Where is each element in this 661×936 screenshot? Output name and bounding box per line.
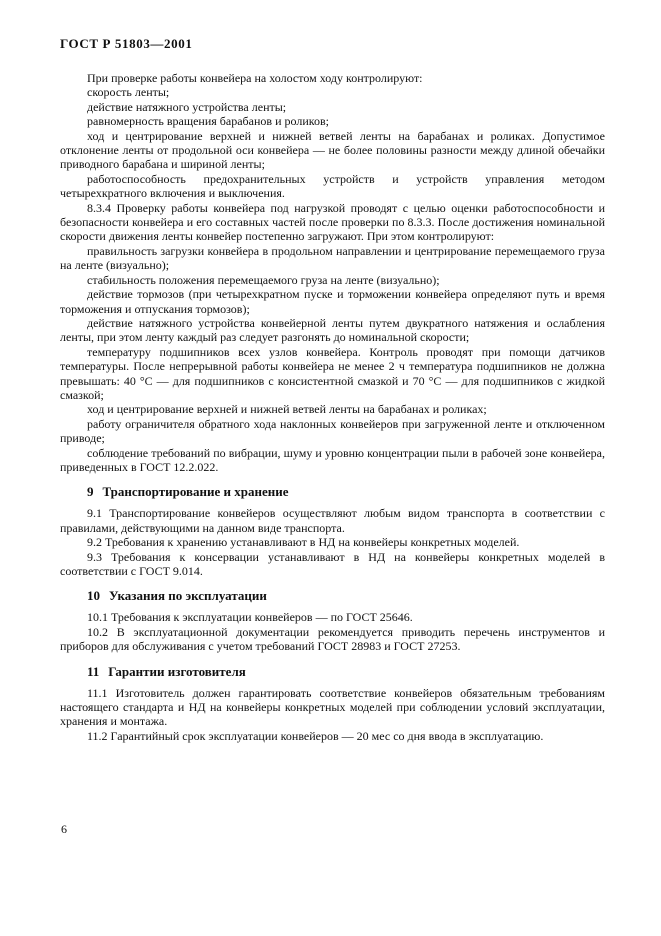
- section-number: 11: [87, 663, 100, 679]
- section-heading: [60, 588, 605, 603]
- paragraph: правильность загрузки конвейера в продольном направлении и центрирование перемещаемого груза на ленте (визуально);: [60, 243, 605, 273]
- paragraph: температуру подшипников всех узлов конвейера. Контроль проводят при помощи датчиков температуры. После непрерывной работы конвейера не менее 2 ч температура подшипников не должна превышать: 40 °С — для подшипников с консистентной смазкой и 70 °С — для подшипников с жидкой смазкой;: [60, 344, 605, 402]
- paragraph: 10.2 В эксплуатационной документации рекомендуется приводить перечень инструментов и приборов для обслуживания с учетом требований ГОСТ 28983 и ГОСТ 27253.: [60, 624, 605, 654]
- paragraph: 11.1 Изготовитель должен гарантировать соответствие конвейеров обязательным требованиям настоящего стандарта и НД на конвейеры конкретных моделей при соблюдении условий эксплуатации, хранения и монтажа.: [60, 685, 605, 729]
- section-heading: [60, 664, 605, 679]
- paragraph: 10.1 Требования к эксплуатации конвейеров — по ГОСТ 25646.: [87, 610, 413, 625]
- paragraph: действие тормозов (при четырехкратном пуске и торможении конвейера определяют путь и время торможения и отпускания тормозов);: [60, 287, 605, 316]
- paragraph: скорость ленты;: [87, 85, 170, 100]
- paragraph: 9.2 Требования к хранению устанавливают в НД на конвейеры конкретных моделей.: [87, 535, 520, 550]
- document-header: ГОСТ Р 51803—2001: [60, 36, 193, 51]
- paragraph: работоспособность предохранительных устройств и устройств управления методом четырехкратного включения и выключения.: [60, 171, 605, 201]
- paragraph: равномерность вращения барабанов и роликов;: [87, 114, 329, 129]
- paragraph: 8.3.4 Проверку работы конвейера под нагрузкой проводят с целью оценки работоспособности и безопасности конвейера и его составных частей после проверки по 8.3.3. После достижения номинальной скорости движения ленты конвейер постепенно загружают. При этом контролируют:: [60, 200, 605, 244]
- paragraph: ход и центрирование верхней и нижней ветвей ленты на барабанах и роликах. Допустимое отклонение ленты от продольной оси конвейера — не более половины разности между длиной обечайки приводного барабана и шириной ленты;: [60, 128, 605, 172]
- paragraph: При проверке работы конвейера на холостом ходу контролируют:: [87, 71, 423, 85]
- paragraph: соблюдение требований по вибрации, шуму и уровню концентрации пыли в рабочей зоне конвейера, приведенных в ГОСТ 12.2.022.: [60, 445, 605, 474]
- section-title: Гарантии изготовителя: [108, 663, 246, 679]
- document-body: [60, 71, 605, 743]
- paragraph: работу ограничителя обратного хода наклонных конвейеров при загруженной ленте и отключенном приводе;: [60, 416, 605, 446]
- section-title: Транспортирование и хранение: [102, 484, 289, 500]
- paragraph: 9.3 Требования к консервации устанавливают в НД на конвейеры конкретных моделей в соответствии с ГОСТ 9.014.: [60, 549, 605, 578]
- section-title: Указания по эксплуатации: [109, 588, 267, 604]
- paragraph: действие натяжного устройства конвейерной ленты путем двукратного натяжения и ослабления ленты, при этом ленту каждый раз следует разгонять до номинальной скорости;: [60, 315, 605, 345]
- paragraph: 9.1 Транспортирование конвейеров осуществляют любым видом транспорта в соответствии с правилами, действующими на данном виде транспорта.: [60, 506, 605, 535]
- paragraph: 11.2 Гарантийный срок эксплуатации конвейеров — 20 мес со дня ввода в эксплуатацию.: [87, 728, 544, 743]
- section-number: 10: [87, 588, 100, 604]
- paragraph: действие натяжного устройства ленты;: [87, 99, 287, 114]
- section-number: 9: [87, 484, 94, 500]
- section-heading: [60, 484, 605, 499]
- paragraph: ход и центрирование верхней и нижней ветвей ленты на барабанах и роликах;: [87, 402, 487, 417]
- paragraph: стабильность положения перемещаемого груза на ленте (визуально);: [87, 272, 440, 287]
- page-number: 6: [61, 822, 67, 836]
